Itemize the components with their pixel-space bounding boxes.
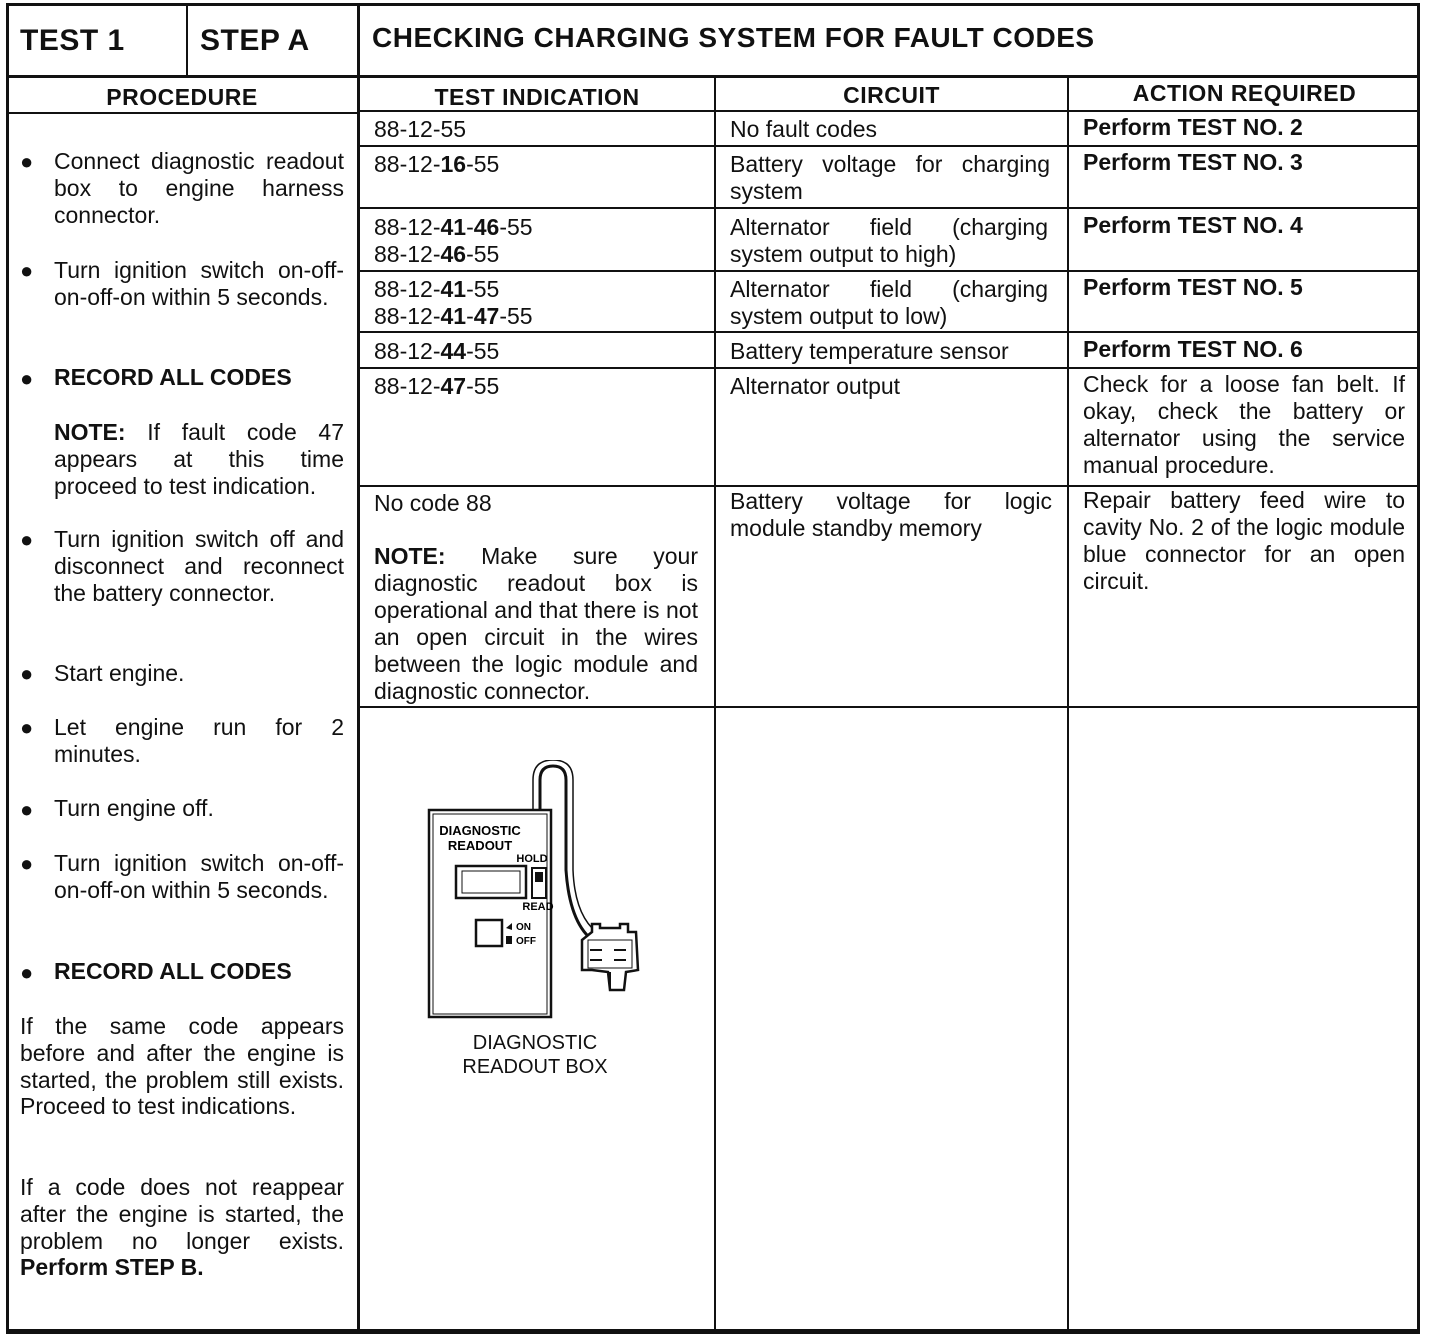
procedure-step: RECORD ALL CODES xyxy=(54,364,292,390)
divider xyxy=(1067,75,1069,1334)
column-header-circuit: CIRCUIT xyxy=(843,82,940,108)
code-line xyxy=(374,241,533,268)
action-cell: Perform TEST NO. 2 xyxy=(1083,114,1303,140)
divider xyxy=(357,207,1420,209)
circuit-cell: Battery voltage for logic module standby memory xyxy=(730,488,1052,541)
column-header-procedure: PROCEDURE xyxy=(106,84,258,110)
bullet: ● xyxy=(20,851,34,876)
divider xyxy=(357,145,1420,147)
test-number: TEST 1 xyxy=(20,24,125,57)
code-part: 47 xyxy=(473,303,500,329)
test-indication-cell xyxy=(374,373,499,400)
divider xyxy=(357,270,1420,272)
code-part: 41 xyxy=(440,276,467,302)
off-marker-icon xyxy=(506,936,512,944)
box-title-line-2: READOUT xyxy=(447,838,513,853)
circuit-cell: No fault codes xyxy=(730,116,878,142)
test-indication-cell xyxy=(374,276,533,330)
code-part: 88-12- xyxy=(374,338,441,364)
circuit-cell: Battery voltage for charging system xyxy=(730,151,1050,204)
code-part: -55 xyxy=(499,214,533,240)
code-part: 88-12- xyxy=(374,373,441,399)
test-indication-cell: No code 88 xyxy=(374,490,492,516)
bullet: ● xyxy=(20,527,34,552)
code-line xyxy=(374,276,533,303)
test-indication-note xyxy=(374,543,698,705)
bullet: ● xyxy=(20,366,34,391)
procedure-step: RECORD ALL CODES xyxy=(54,958,292,984)
divider xyxy=(357,367,1420,369)
code-part: -55 xyxy=(499,303,533,329)
bullet: ● xyxy=(20,960,34,985)
procedure-note xyxy=(54,419,344,499)
test-indication-cell xyxy=(374,151,499,178)
procedure-paragraph: If the same code appears before and after the engine is started, the problem still exists. Proceed to test indications. xyxy=(20,1013,344,1120)
code-part: -55 xyxy=(466,338,500,364)
procedure-paragraph xyxy=(20,1174,344,1281)
code-part: 88-12- xyxy=(374,303,441,329)
code-part: 46 xyxy=(440,241,467,267)
divider xyxy=(714,75,716,1334)
step-label: STEP A xyxy=(200,24,310,57)
code-part: 41 xyxy=(440,214,467,240)
procedure-step: Turn ignition switch on-off-on-off-on within 5 seconds. xyxy=(54,850,344,903)
code-line xyxy=(374,214,533,241)
bullet: ● xyxy=(20,661,34,686)
circuit-cell: Alternator output xyxy=(730,373,901,399)
code-part: 46 xyxy=(473,214,500,240)
circuit-cell: Alternator field (charging system output to high) xyxy=(730,214,1048,267)
bullet: ● xyxy=(20,149,34,174)
paragraph-text: If a code does not reappear after the engine is started, the problem no longer exists. xyxy=(20,1174,344,1254)
switch-knob xyxy=(535,872,543,882)
procedure-step: Turn engine off. xyxy=(54,795,214,821)
code-part: - xyxy=(466,303,474,329)
note-text: If fault code 47 appears at this time proceed to test indication. xyxy=(54,419,344,499)
on-label: ON xyxy=(516,922,531,933)
procedure-step: Connect diagnostic readout box to engine harness connector. xyxy=(54,148,344,228)
test-indication-cell xyxy=(374,338,499,365)
action-cell: Perform TEST NO. 3 xyxy=(1083,149,1303,175)
illustration-caption-line-2: READOUT BOX xyxy=(462,1056,608,1078)
off-label: OFF xyxy=(516,936,536,947)
circuit-cell: Battery temperature sensor xyxy=(730,338,1009,364)
column-header-test-indication: TEST INDICATION xyxy=(434,84,640,110)
note-label: NOTE: xyxy=(374,543,446,569)
bullet: ● xyxy=(20,258,34,283)
code-part: -55 xyxy=(466,276,500,302)
code-part: 88-12- xyxy=(374,151,441,177)
procedure-step: Turn ignition switch off and disconnect and reconnect the battery connector. xyxy=(54,526,344,606)
paragraph-emphasis: Perform STEP B. xyxy=(20,1254,204,1281)
code-part: 88-12- xyxy=(374,241,441,267)
circuit-cell: Alternator field (charging system output to low) xyxy=(730,276,1048,329)
code-part: 47 xyxy=(440,373,467,399)
box-title-line-1: DIAGNOSTIC xyxy=(439,823,521,838)
test-indication-cell: 88-12-55 xyxy=(374,116,467,142)
code-part: -55 xyxy=(466,241,500,267)
bullet: ● xyxy=(20,715,34,740)
code-part: 88-12- xyxy=(374,276,441,302)
action-cell: Repair battery feed wire to cavity No. 2 of the logic module blue connector for an open circuit. xyxy=(1083,487,1405,594)
divider xyxy=(357,331,1420,333)
divider xyxy=(186,3,188,77)
code-part: 44 xyxy=(440,338,467,364)
code-line xyxy=(374,303,533,330)
code-part: 16 xyxy=(440,151,467,177)
hold-label: HOLD xyxy=(516,853,548,865)
procedure-step: Let engine run for 2 minutes. xyxy=(54,714,344,767)
page-title: CHECKING CHARGING SYSTEM FOR FAULT CODES xyxy=(372,22,1095,53)
action-cell: Check for a loose fan belt. If okay, check the battery or alternator using the service manual procedure. xyxy=(1083,371,1405,478)
diagnostic-readout-box-illustration xyxy=(420,760,660,1030)
illustration-caption-line-1: DIAGNOSTIC xyxy=(472,1032,598,1054)
divider xyxy=(6,112,360,114)
divider xyxy=(357,3,360,1334)
code-part: - xyxy=(466,214,474,240)
note-text: Make sure your diagnostic readout box is operational and that there is not an open circuit in the wires between the logic module and diagnostic connector. xyxy=(374,543,699,704)
bullet: ● xyxy=(20,797,34,822)
read-label: READ xyxy=(522,901,554,913)
action-cell: Perform TEST NO. 6 xyxy=(1083,336,1303,362)
action-cell: Perform TEST NO. 4 xyxy=(1083,212,1303,238)
harness-connector-icon xyxy=(582,924,638,990)
code-part: -55 xyxy=(466,373,500,399)
code-part: 41 xyxy=(440,303,467,329)
test-indication-cell xyxy=(374,214,533,268)
action-cell: Perform TEST NO. 5 xyxy=(1083,274,1303,300)
code-part: 88-12- xyxy=(374,214,441,240)
code-part: -55 xyxy=(466,151,500,177)
divider xyxy=(357,706,1420,708)
procedure-step: Turn ignition switch on-off-on-off-on within 5 seconds. xyxy=(54,257,344,310)
divider xyxy=(6,75,1420,78)
note-label: NOTE: xyxy=(54,419,126,445)
procedure-step: Start engine. xyxy=(54,660,185,686)
column-header-action-required: ACTION REQUIRED xyxy=(1132,80,1357,106)
power-button xyxy=(476,920,502,946)
